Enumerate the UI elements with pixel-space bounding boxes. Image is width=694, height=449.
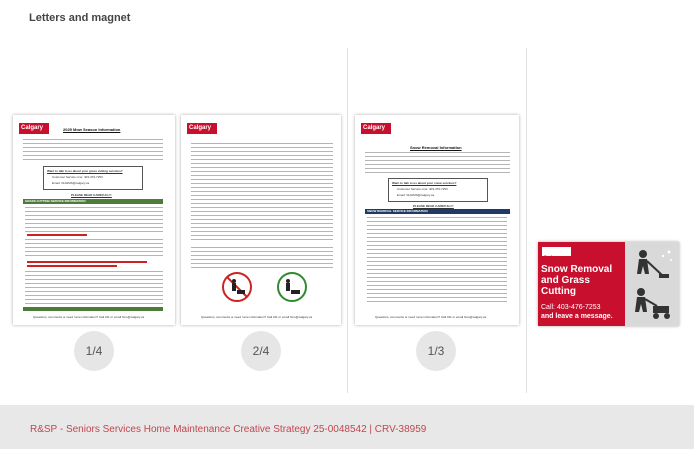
calgary-logo: Calgary <box>19 123 49 134</box>
footer-bar <box>0 405 694 449</box>
column-divider <box>347 48 348 393</box>
calgary-logo: Calgary <box>542 247 571 256</box>
highlight-text <box>27 261 147 263</box>
footer-note: Questions, comments or need more information? Call 311 or email hms@calgary.ca <box>375 315 487 319</box>
footer-text: R&SP - Seniors Services Home Maintenance Creative Strategy 25-0048542 | CRV-38959 <box>30 424 427 435</box>
service-bullets <box>367 217 507 305</box>
customer-info-box <box>388 178 488 202</box>
snow-shovel-icon <box>629 246 675 286</box>
footer-note: Questions, comments or need more information? Call 311 or email hms@calgary.ca <box>33 315 145 319</box>
please-read-label: PLEASE READ CAREFULLY: <box>71 193 112 197</box>
letter-intro-text <box>23 139 163 163</box>
magnet[interactable] <box>538 242 679 326</box>
page-heading: Letters and magnet <box>29 12 131 24</box>
customer-service-line: Customer Service Line: 403-476-7253 <box>397 187 448 191</box>
service-bullets <box>25 271 163 305</box>
calgary-logo: Calgary <box>187 123 217 134</box>
letter-page-snow-1[interactable] <box>355 115 519 325</box>
magnet-headline: Snow Removal and Grass Cutting <box>541 264 613 297</box>
letter-title: 2025 Mow Season Information <box>63 127 121 132</box>
magnet-call-info <box>541 303 613 321</box>
customer-info-box <box>43 166 143 190</box>
closing-bar <box>23 307 163 311</box>
box-title: Want to talk to us about your snow services? <box>392 181 457 185</box>
magnet-phone: Call: 403-476-7253 <box>541 304 601 311</box>
page-number-3[interactable]: 1/3 <box>416 331 456 371</box>
footer-note: Questions, comments or need more information? Call 311 or email hms@calgary.ca <box>201 315 313 319</box>
letter-page-grass-2[interactable] <box>181 115 341 325</box>
grass-service-bar: GRASS CUTTING SERVICE INFORMATION <box>23 199 163 204</box>
magnet-message: and leave a message. <box>541 313 613 320</box>
box-title: Want to talk to us about your grass cutting services? <box>47 169 123 173</box>
snow-service-bar: SNOW REMOVAL SERVICE INFORMATION <box>365 209 510 214</box>
letter-page-grass-1[interactable] <box>13 115 175 325</box>
mower-allowed-icon <box>276 271 308 303</box>
magnet-red-panel <box>538 242 625 326</box>
lawn-mower-icon <box>631 286 675 322</box>
page-text <box>191 143 333 243</box>
customer-service-line: Customer Service Line: 403-476-7253 <box>52 175 103 179</box>
highlight-text <box>27 234 87 236</box>
no-mower-icon <box>221 271 253 303</box>
page-number-1[interactable]: 1/4 <box>74 331 114 371</box>
service-bullets <box>25 239 163 259</box>
page-text <box>191 247 333 269</box>
letter-intro-text <box>365 152 510 174</box>
magnet-illustration-panel <box>625 242 679 326</box>
calgary-logo: Calgary <box>361 123 391 134</box>
email-line: Email: 311HMS@calgary.ca <box>52 181 90 185</box>
email-line: Email: 311HMS@calgary.ca <box>397 193 435 197</box>
page-number-2[interactable]: 2/4 <box>241 331 281 371</box>
letter-title: Snow Removal Information <box>410 145 462 150</box>
highlight-text <box>27 265 117 267</box>
column-divider <box>526 48 527 393</box>
please-read-label: PLEASE READ CAREFULLY: <box>413 204 454 208</box>
service-bullets <box>25 207 163 233</box>
